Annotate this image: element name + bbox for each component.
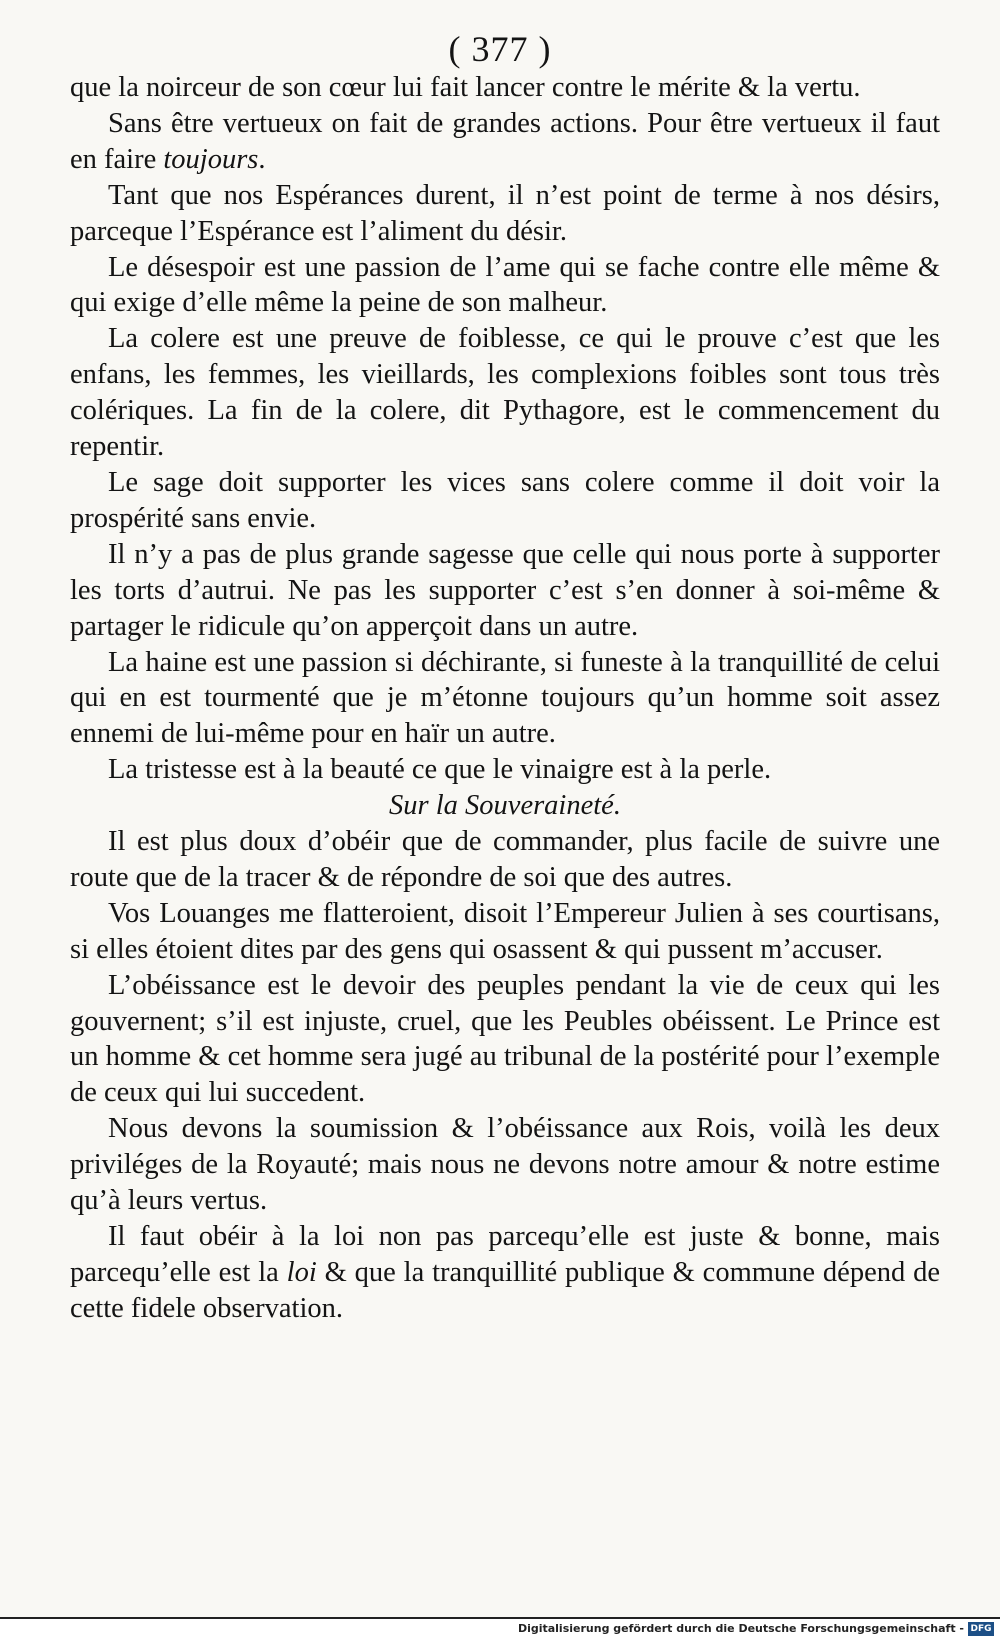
paragraph: Sans être vertueux on fait de grandes actions. Pour être vertueux il faut en faire toujours. (70, 107, 940, 175)
paragraph: Nous devons la soumission & l’obéissance aux Rois, voilà les deux priviléges de la Royauté; mais nous ne devons notre amour & notre estime qu’à leurs vertus. (70, 1113, 940, 1217)
page-text (70, 70, 940, 1327)
page-number: ( 377 ) (448, 29, 552, 69)
paragraph: Le désespoir est une passion de l’ame qui se fache contre elle même & qui exige d’elle même la peine de son malheur. (70, 251, 940, 319)
paragraph: L’obéissance est le devoir des peuples pendant la vie de ceux qui les gouvernent; s’il est injuste, cruel, que les Peubles obéissent. Le Prince est un homme & cet homme sera jugé au tribunal de la postérité pour l’exemple de ceux qui lui succedent. (70, 969, 940, 1109)
paragraph: Vos Louanges me flatteroient, disoit l’Empereur Julien à ses courtisans, si elles étoient dites par des gens qui osassent & qui pussent m’accuser. (70, 897, 940, 965)
section-heading: Sur la Souveraineté. (389, 790, 621, 822)
paragraph: La haine est une passion si déchirante, si funeste à la tranquillité de celui qui en est tourmenté que je m’étonne toujours qu’un homme soit assez ennemi de lui-même pour en haïr un autre. (70, 646, 940, 750)
paragraph: Il est plus doux d’obéir que de commander, plus facile de suivre une route que de la tracer & de répondre de soi que des autres. (70, 826, 940, 893)
paragraph: que la noirceur de son cœur lui fait lancer contre le mérite & la vertu. (70, 72, 861, 103)
paragraph: Il faut obéir à la loi non pas parcequ’elle est juste & bonne, mais parcequ’elle est la loi & que la tranquillité publique & commune dépend de cette fidele observation. (70, 1221, 940, 1324)
digitization-footer (0, 1619, 1000, 1639)
paragraph: La tristesse est à la beauté ce que le vinaigre est à la perle. (108, 754, 772, 786)
dfg-logo-icon: DFG (968, 1622, 994, 1636)
paragraph: Il n’y a pas de plus grande sagesse que celle qui nous porte à supporter les torts d’autrui. Ne pas les supporter c’est s’en donner à soi-même & partager le ridicule qu’on apperçoit dans un autre. (70, 538, 940, 642)
paragraph: Le sage doit supporter les vices sans colere comme il doit voir la prospérité sans envie. (70, 466, 940, 534)
funding-credit: Digitalisierung gefördert durch die Deutsche Forschungsgemeinschaft - (517, 1622, 964, 1635)
paragraph: Tant que nos Espérances durent, il n’est point de terme à nos désirs, parceque l’Espérance est l’aliment du désir. (70, 179, 940, 247)
paragraph: La colere est une preuve de foiblesse, ce qui le prouve c’est que les enfans, les femmes, les vieillards, les complexions foibles sont tous très colériques. La fin de la colere, dit Pythagore, est le commencement du repentir. (70, 323, 940, 463)
